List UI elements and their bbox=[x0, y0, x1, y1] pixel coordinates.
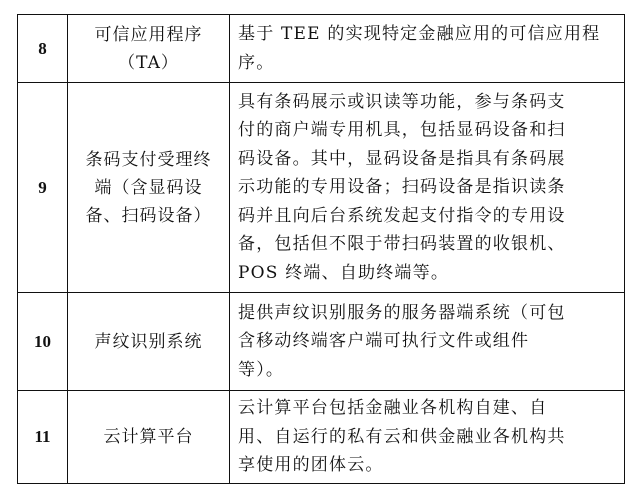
definition-cell bbox=[230, 83, 625, 293]
definition-line: 含移动终端客户端可执行文件或组件 bbox=[238, 331, 530, 352]
term-line: 备、扫码设备） bbox=[85, 205, 212, 226]
definition-line: 序。 bbox=[238, 52, 275, 73]
term-cell bbox=[68, 83, 230, 293]
definition-line: 付的商户端专用机具，包括显码设备和扫 bbox=[238, 120, 566, 141]
row-number: 10 bbox=[18, 293, 68, 391]
term-cell bbox=[68, 15, 230, 83]
table-row bbox=[18, 293, 625, 391]
table-row bbox=[18, 15, 625, 83]
table-row bbox=[18, 83, 625, 293]
definition-line: 码并且向后台系统发起支付指令的专用设 bbox=[238, 205, 566, 226]
row-number: 11 bbox=[18, 391, 68, 484]
definition-line: 用、自运行的私有云和供金融业各机构共 bbox=[238, 426, 566, 447]
row-number: 8 bbox=[18, 15, 68, 83]
term-line: 可信应用程序 bbox=[94, 24, 203, 45]
definition-line: 示功能的专用设备；扫码设备是指识读条 bbox=[238, 177, 566, 198]
term-line: 条码支付受理终 bbox=[85, 149, 212, 170]
term-line: 云计算平台 bbox=[103, 427, 194, 447]
definition-line: 云计算平台包括金融业各机构自建、自 bbox=[238, 398, 548, 419]
definition-line: 备，包括但不限于带扫码装置的收银机、 bbox=[238, 234, 566, 255]
terms-table bbox=[17, 14, 625, 484]
definition-line: 提供声纹识别服务的服务器端系统（可包 bbox=[238, 302, 566, 323]
term-line: 端（含显码设 bbox=[94, 177, 203, 198]
term-cell bbox=[68, 293, 230, 391]
definition-line: POS 终端、自助终端等。 bbox=[238, 262, 450, 283]
row-number: 9 bbox=[18, 83, 68, 293]
definition-line: 码设备。其中，显码设备是指具有条码展 bbox=[238, 148, 566, 169]
term-cell bbox=[68, 391, 230, 484]
definition-line: 享使用的团体云。 bbox=[238, 455, 384, 476]
terms-document bbox=[17, 14, 624, 484]
table-row bbox=[18, 391, 625, 484]
term-line: （TA） bbox=[118, 52, 179, 73]
definition-cell bbox=[230, 15, 625, 83]
definition-cell bbox=[230, 293, 625, 391]
definition-cell bbox=[230, 391, 625, 484]
definition-line: 基于 TEE 的实现特定金融应用的可信应用程 bbox=[238, 24, 601, 44]
term-line: 声纹识别系统 bbox=[94, 331, 203, 352]
definition-line: 具有条码展示或识读等功能，参与条码支 bbox=[238, 91, 566, 112]
definition-line: 等）。 bbox=[238, 359, 285, 380]
